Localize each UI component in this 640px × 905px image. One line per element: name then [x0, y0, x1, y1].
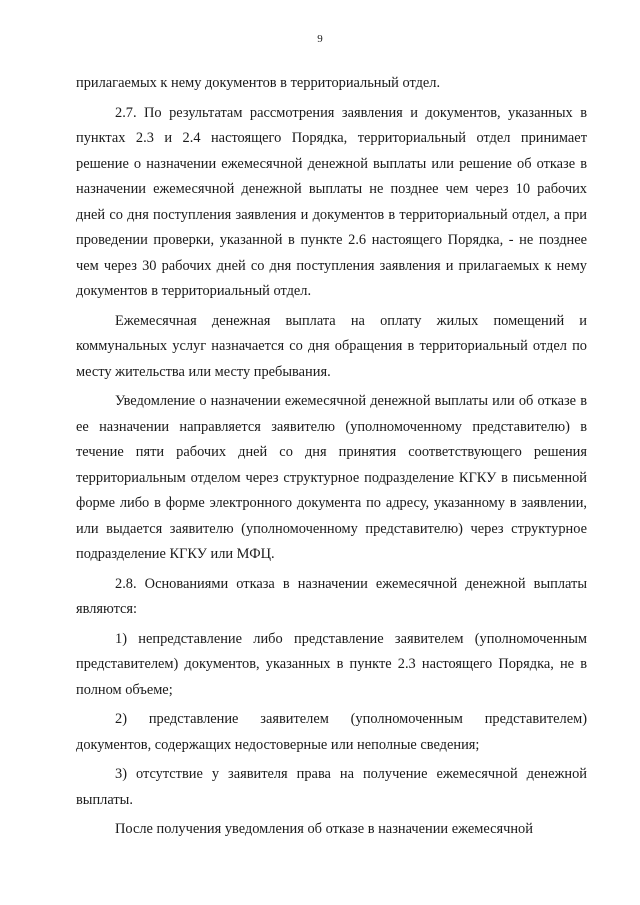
list-item-2-8-2: 2) представление заявителем (уполномоченным представителем) документов, содержащих недостоверные или неполные сведения; — [76, 711, 587, 753]
paragraph-continuation: прилагаемых к нему документов в территориальный отдел. — [76, 75, 441, 91]
paragraph-2-8: 2.8. Основаниями отказа в назначении ежемесячной денежной выплаты являются: — [76, 575, 587, 617]
paragraph-notification: Уведомление о назначении ежемесячной денежной выплаты или об отказе в ее назначении направляется заявителю (уполномоченному представителю) в течение пяти рабочих дней со дня принятия соответствующего решения территориальным отделом через структурное подразделение КГКУ в письменной форме либо в форме электронного документа по адресу, указанному в заявлении, или выдается заявителю (уполномоченному представителю) через структурное подразделение КГКУ или МФЦ. — [76, 393, 587, 562]
list-item-2-8-1: 1) непредставление либо представление заявителем (уполномоченным представителем) документов, указанных в пункте 2.3 настоящего Порядка, не в полном объеме; — [76, 630, 587, 698]
list-item-2-8-3: 3) отсутствие у заявителя права на получение ежемесячной денежной выплаты. — [76, 766, 587, 808]
page-number: 9 — [317, 33, 323, 45]
document-body — [76, 71, 587, 847]
paragraph-after-refusal: После получения уведомления об отказе в назначении ежемесячной — [115, 821, 533, 837]
paragraph-2-7: 2.7. По результатам рассмотрения заявления и документов, указанных в пунктах 2.3 и 2.4 настоящего Порядка, территориальный отдел принимает решение о назначении ежемесячной денежной выплаты или решение об отказе в назначении ежемесячной денежной выплаты не позднее чем через 10 рабочих дней со дня поступления заявления и документов в территориальный отдел, а при проведении проверки, указанной в пункте 2.6 настоящего Порядка, - не позднее чем через 30 рабочих дней со дня поступления заявления и прилагаемых к нему документов в территориальный отдел. — [76, 104, 587, 299]
paragraph-payment-start: Ежемесячная денежная выплата на оплату жилых помещений и коммунальных услуг назначается со дня обращения в территориальный отдел по месту жительства или месту пребывания. — [76, 312, 587, 380]
